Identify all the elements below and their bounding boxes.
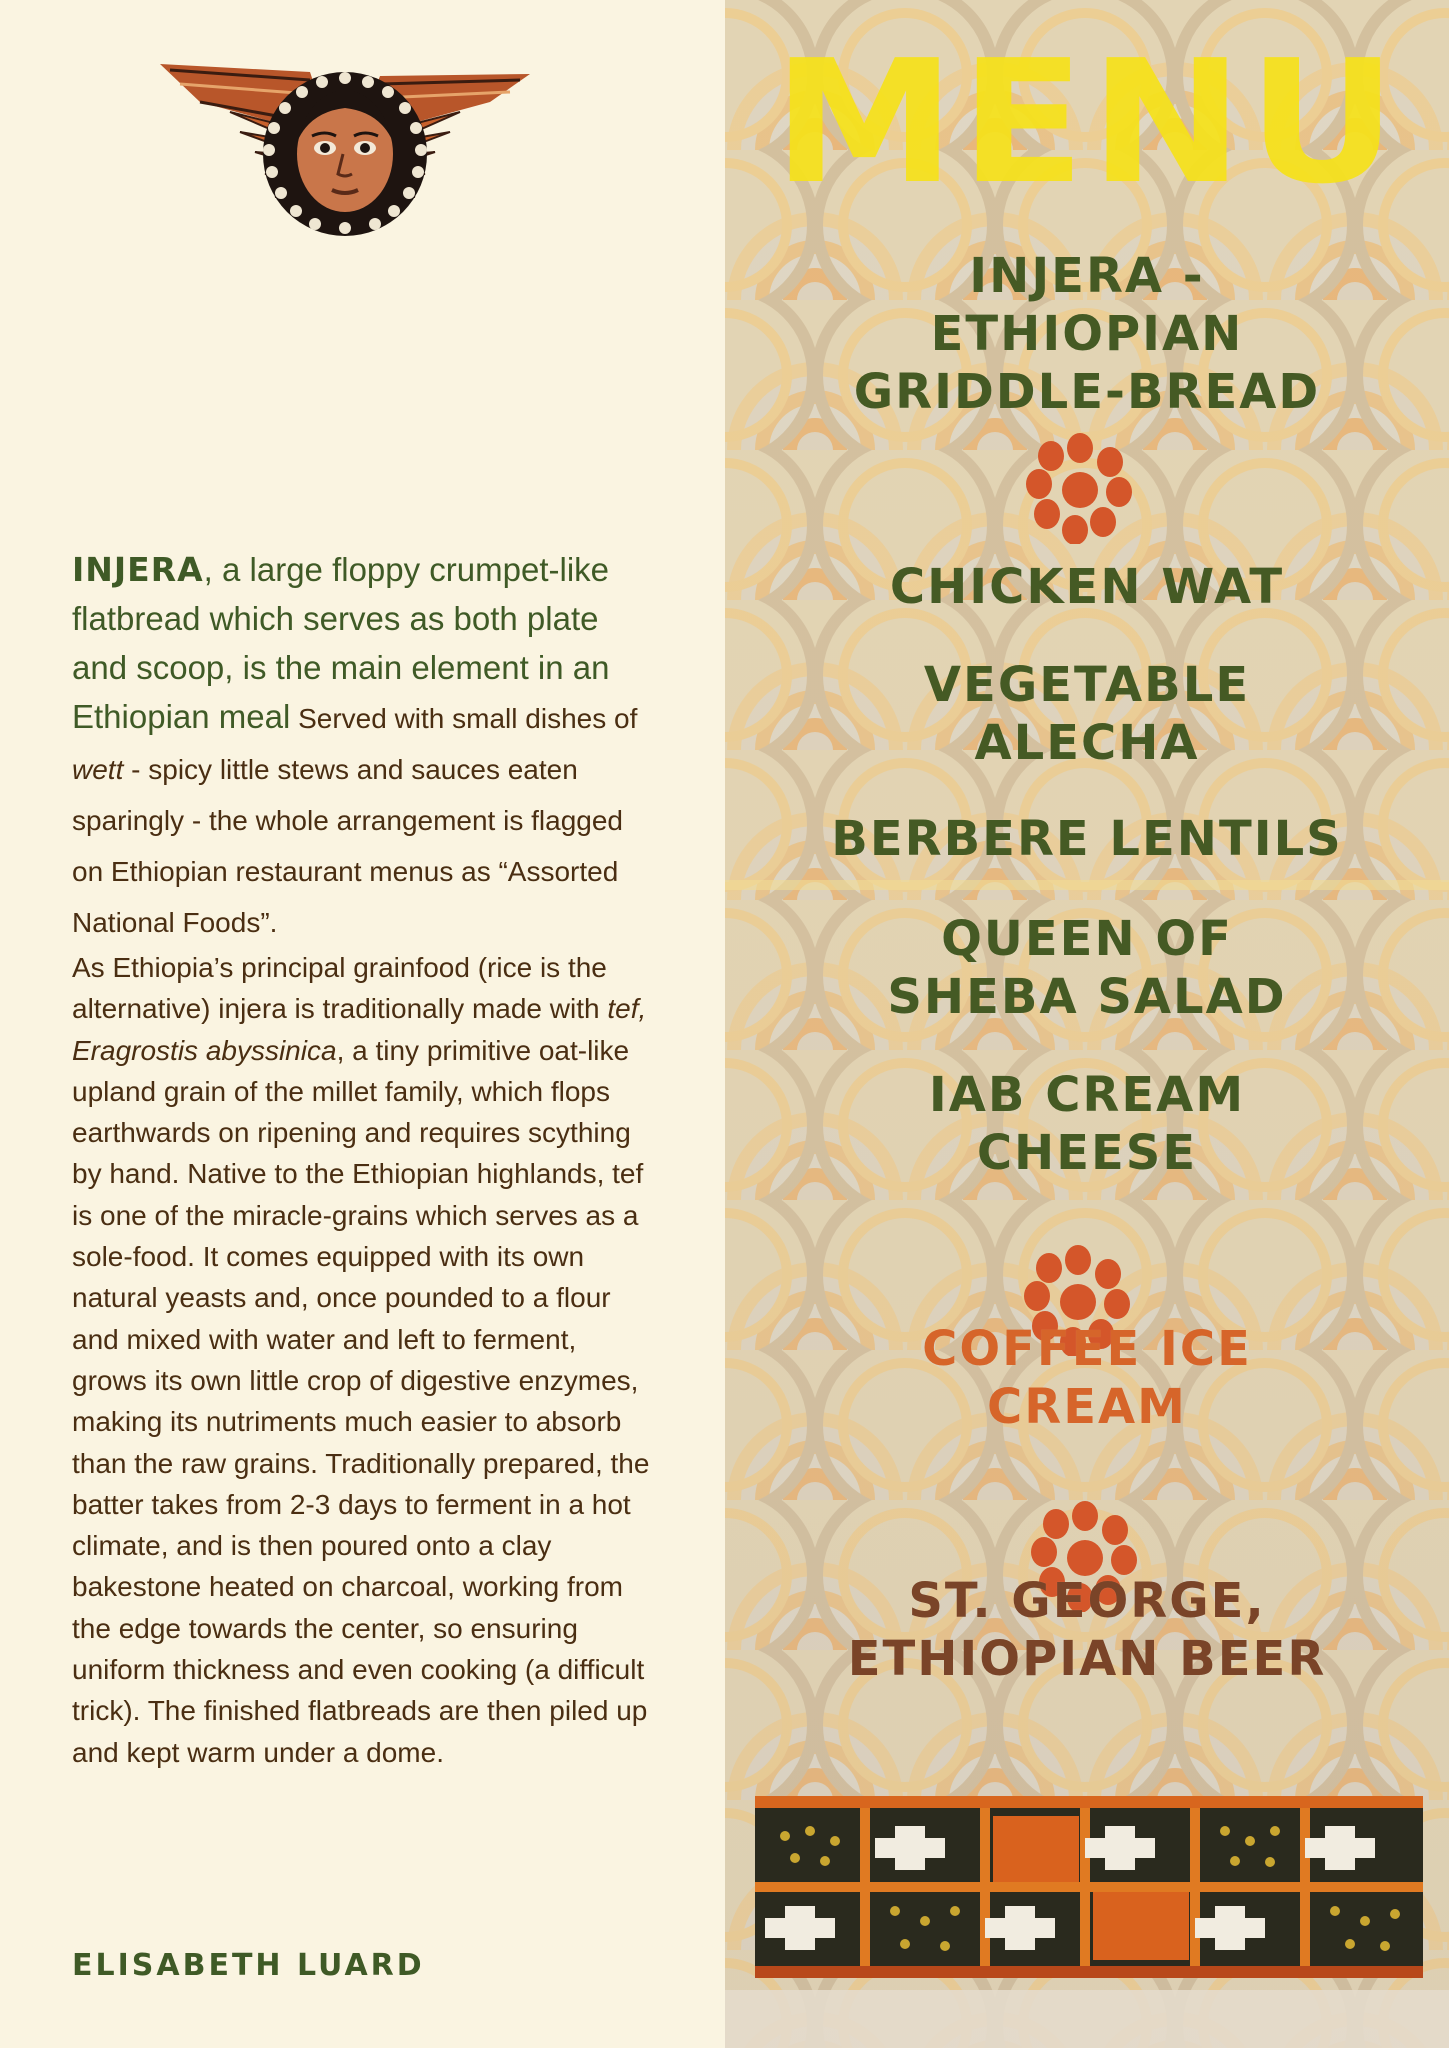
menu-item-line: INJERA - <box>969 248 1205 304</box>
menu-item-line: QUEEN OF <box>941 911 1233 967</box>
wett-term: wett <box>72 754 124 785</box>
menu-item-line: ETHIOPIAN BEER <box>847 1631 1327 1687</box>
paragraph-2-text-end: , a tiny primitive oat-like upland grain of the millet family, which flops earthwards on ripening and requires scything by hand. Native to the Ethiopian highlands, tef is one of the miracle-grains which serves as a sole-food. It comes equipped with its own natural yeasts and, once pounded to a flour and mixed with water and left to ferment, grows its own little crop of digestive enzymes, making its nutriments much easier to absorb than the raw grains. Traditionally prepared, the batter takes from 2-3 days to ferment in a hot climate, and is then poured onto a clay bakestone heated on charcoal, working from the edge towards the center, so ensuring uniform thickness and even cooking (a difficult trick). The finished flatbreads are then piled up and kept warm under a dome. <box>72 1034 650 1768</box>
menu-item-line: BERBERE LENTILS <box>831 811 1343 867</box>
menu-item-berbere-lentils <box>725 810 1449 868</box>
menu-item-line: CHICKEN WAT <box>889 559 1285 615</box>
lead-text: , a large floppy crumpet-like flatbread which serves as both plate and scoop, is the main element in an Ethiopian meal <box>72 551 610 735</box>
menu-item-queen-of-sheba-salad <box>725 910 1449 1026</box>
menu-item-line: IAB CREAM <box>928 1067 1246 1123</box>
menu-item-line: ALECHA <box>974 715 1200 771</box>
menu-item-chicken-wat <box>725 558 1449 616</box>
menu-item-injera <box>725 247 1449 421</box>
winged-angel-head-icon <box>160 62 530 242</box>
flower-ornament-icon <box>1025 432 1135 544</box>
menu-item-line: GRIDDLE-BREAD <box>853 364 1321 420</box>
menu-item-line: SHEBA SALAD <box>887 969 1287 1025</box>
menu-item-line: ST. GEORGE, <box>908 1573 1266 1629</box>
author-name: ELISABETH LUARD <box>72 1948 425 1983</box>
menu-title: MENU <box>772 24 1402 222</box>
menu-item-iab-cream-cheese <box>725 1066 1449 1182</box>
menu-item-st-george-beer <box>725 1572 1449 1688</box>
menu-item-line: CREAM <box>987 1379 1187 1435</box>
menu-item-vegetable-alecha <box>725 656 1449 772</box>
menu-item-coffee-ice-cream <box>725 1320 1449 1436</box>
menu-item-line: COFFEE ICE <box>922 1321 1252 1377</box>
paragraph-2-text: As Ethiopia’s principal grainfood (rice is the alternative) injera is traditionally made with <box>72 952 608 1025</box>
lead-word: INJERA <box>72 550 204 589</box>
menu-item-line: VEGETABLE <box>923 657 1251 713</box>
menu-panel <box>725 0 1449 2048</box>
paragraph-2 <box>72 947 652 1773</box>
paragraph-1-text-end: - spicy little stews and sauces eaten sparingly - the whole arrangement is flagged on Ethiopian restaurant menus as “Assorted National Foods”. <box>72 754 623 938</box>
ethiopian-textile-border-icon <box>755 1796 1423 1978</box>
menu-item-line: ETHIOPIAN <box>930 306 1244 362</box>
paragraph-1-text: Served with small dishes of <box>290 703 638 734</box>
menu-item-line: CHEESE <box>976 1125 1198 1181</box>
tef-term: tef, Eragrostis abyssinica <box>72 993 647 1066</box>
article-lead <box>72 545 652 947</box>
article-text <box>72 545 652 1773</box>
